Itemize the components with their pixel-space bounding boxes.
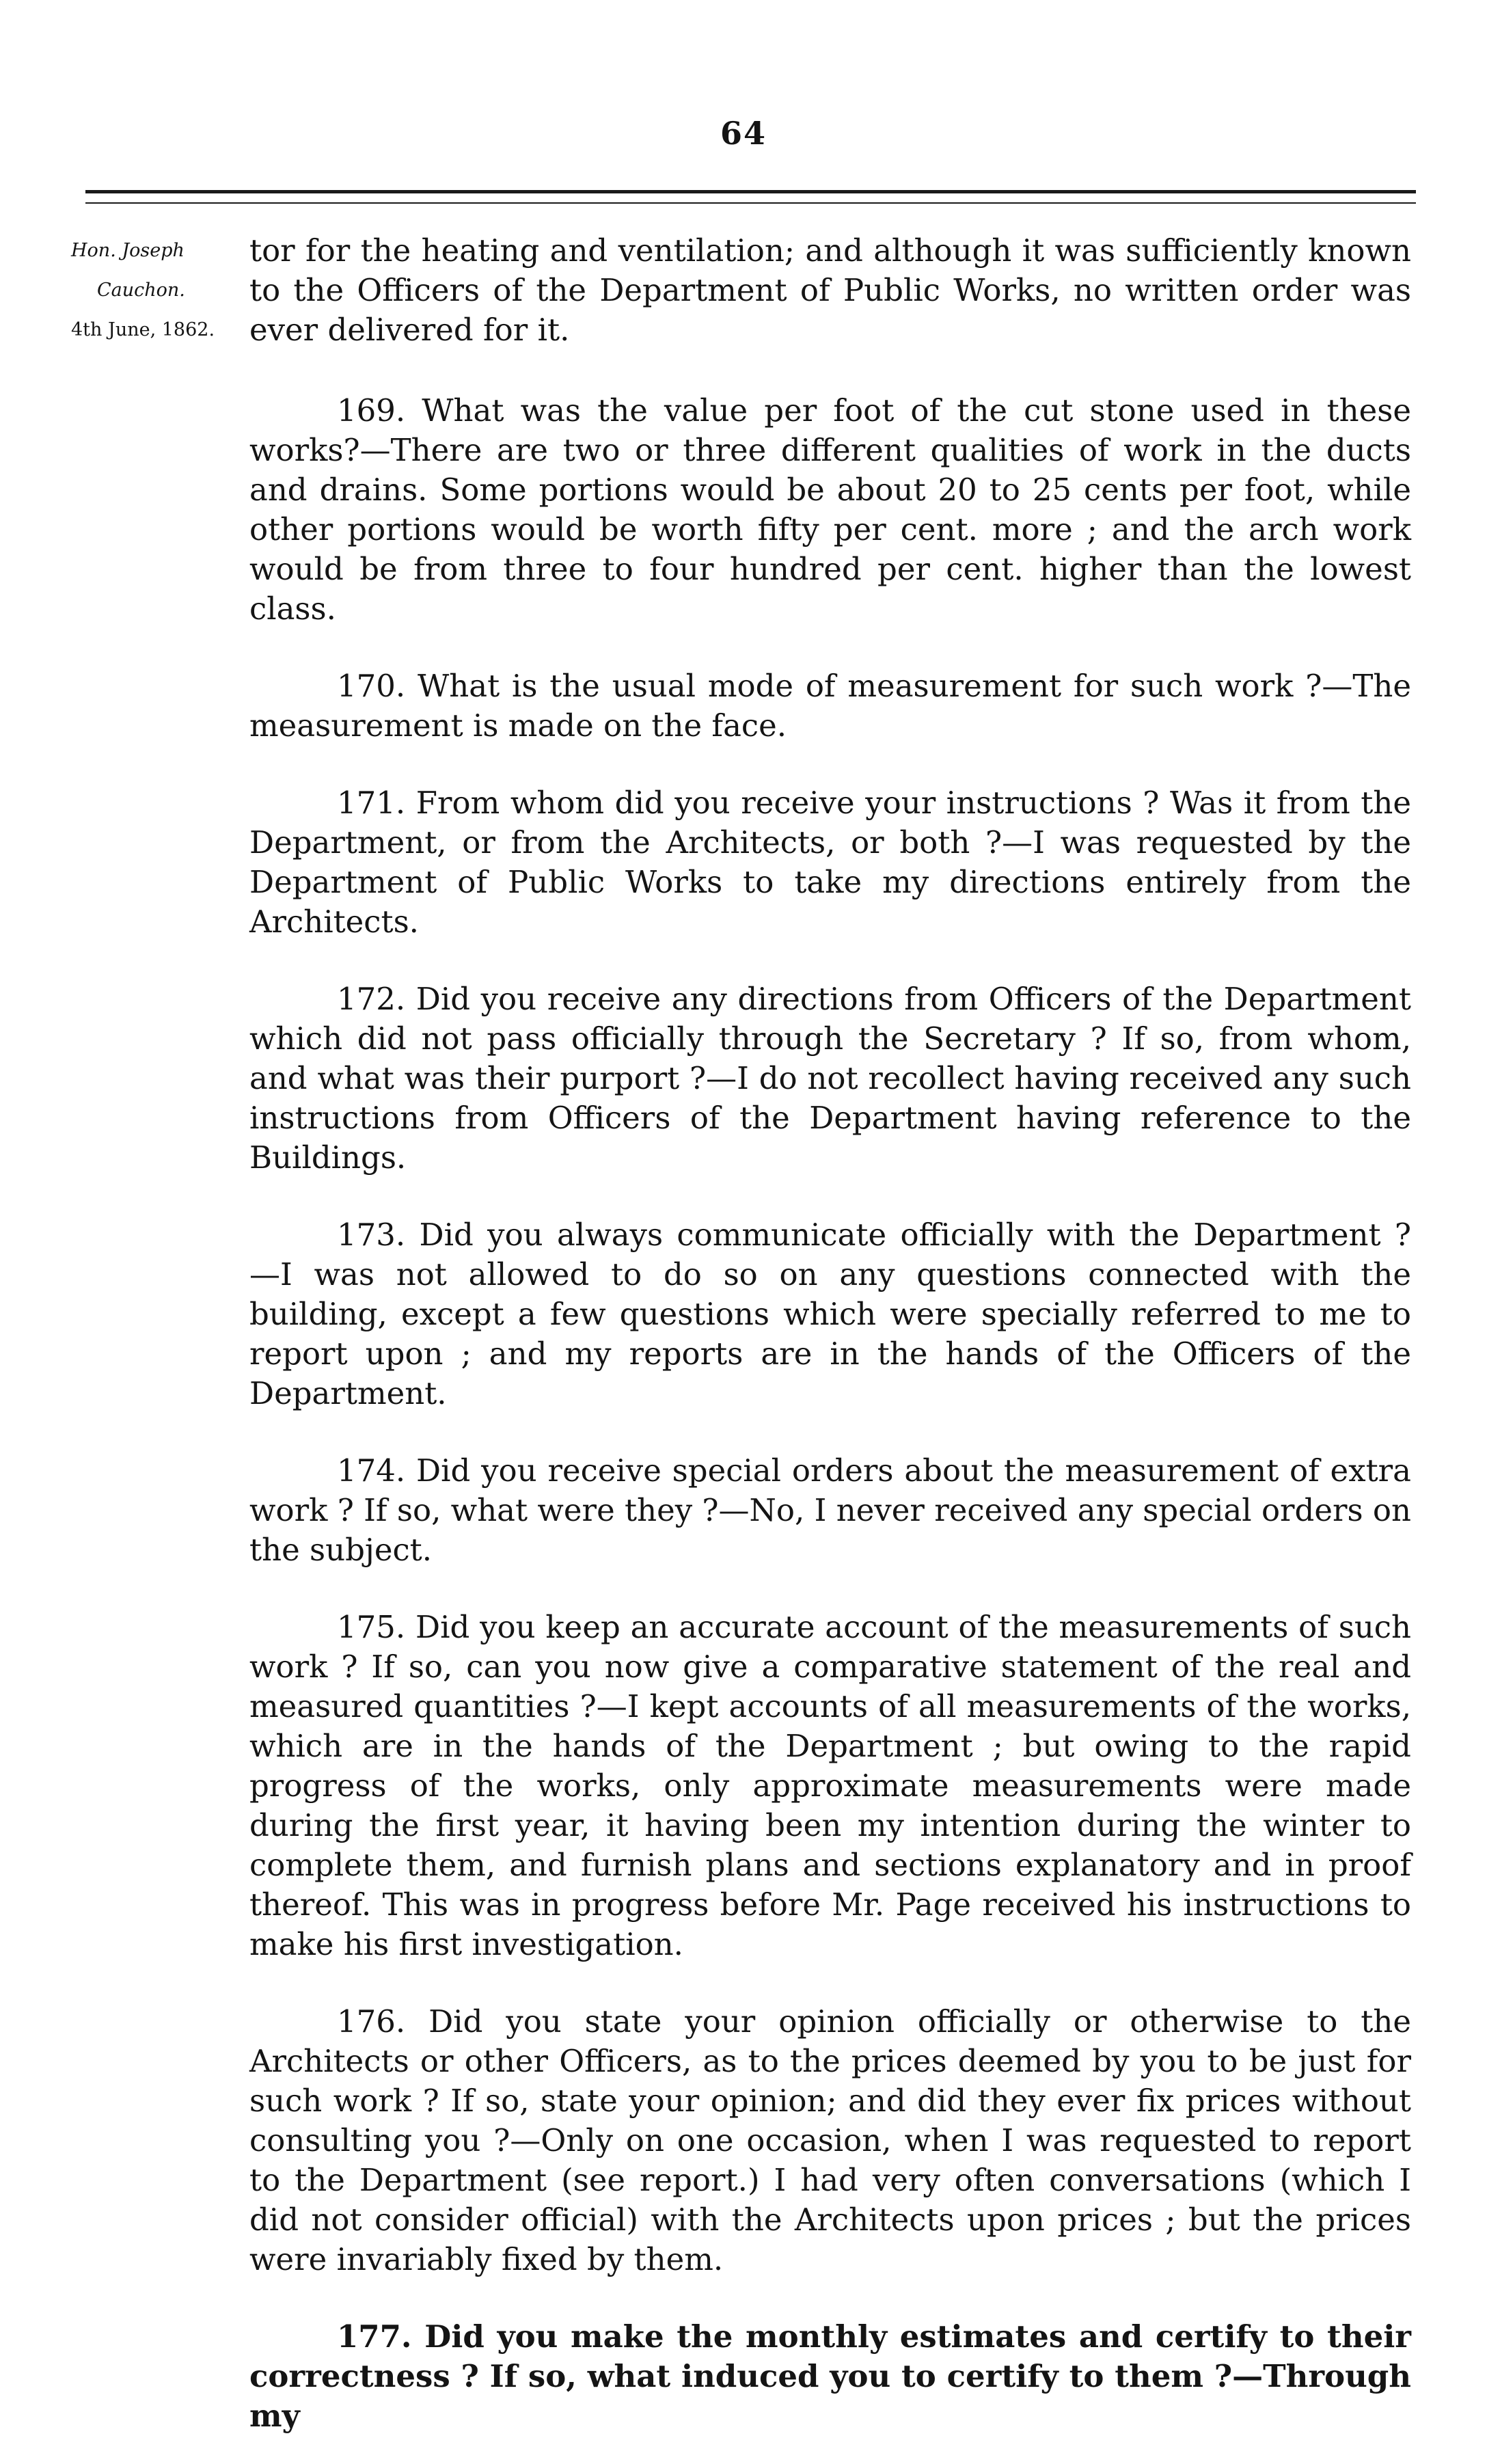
body-text [249, 231, 1411, 2436]
margin-note-name: Hon. Joseph [71, 240, 185, 261]
header-rule-thin [85, 202, 1416, 204]
paragraph-171: 171. From whom did you receive your instructions ? Was it from the Department, or from the Architects, or both ?—I was requested by the Department of Public Works to take my directions entirely from the Architects. [249, 785, 1411, 940]
paragraph-174: 174. Did you receive special orders about the measurement of extra work ? If so, what were they ?—No, I never received any special orders on the subject. [249, 1452, 1411, 1568]
paragraph-169: 169. What was the value per foot of the cut stone used in these works?—There are two or three different qualities of work in the ducts and drains. Some portions would be about 20 to 25 cents per foot, while other portions would be worth fifty per cent. more ; and the arch work would be from three to four hundred per cent. higher than the lowest class. [249, 392, 1411, 627]
paragraph-173: 173. Did you always communicate officially with the Department ? —I was not allowed to do so on any questions connected with the building, except a few questions which were specially referred to me to report upon ; and my reports are in the hands of the Officers of the Department. [249, 1217, 1411, 1411]
page-number: 64 [720, 115, 767, 152]
margin-note [49, 231, 247, 350]
header-rule-thick [85, 190, 1416, 193]
paragraph-172: 172. Did you receive any directions from Officers of the Department which did not pass officially through the Secretary ? If so, from whom, and what was their purport ?—I do not recollect having received any such instructions from Officers of the Department having reference to the Buildings. [249, 981, 1411, 1176]
margin-note-surname: Cauchon. [97, 280, 185, 301]
paragraph-continuation: tor for the heating and ventilation; and although it was sufficiently known to the Officers of the Department of Public Works, no written order was ever delivered for it. [249, 232, 1411, 348]
paragraph-177: 177. Did you make the monthly estimates and certify to their correctness ? If so, what induced you to certify to them ?—Through my [249, 2318, 1411, 2434]
paragraph-170: 170. What is the usual mode of measurement for such work ?—The measurement is made on the face. [249, 668, 1411, 744]
margin-note-date: 4th June, 1862. [71, 319, 215, 340]
paragraph-175: 175. Did you keep an accurate account of the measurements of such work ? If so, can you now give a comparative statement of the real and measured quantities ?—I kept accounts of all measurements of the works, which are in the hands of the Department ; but owing to the rapid progress of the works, only approximate measurements were made during the first year, it having been my intention during the winter to complete them, and furnish plans and sections explanatory and in proof thereof. This was in progress before Mr. Page received his instructions to make his first investigation. [249, 1609, 1411, 1962]
paragraph-176: 176. Did you state your opinion officially or otherwise to the Architects or other Officers, as to the prices deemed by you to be just for such work ? If so, state your opinion; and did they ever fix prices without consulting you ?—Only on one occasion, when I was requested to report to the Department (see report.) I had very often conversations (which I did not consider official) with the Architects upon prices ; but the prices were invariably fixed by them. [249, 2003, 1411, 2277]
